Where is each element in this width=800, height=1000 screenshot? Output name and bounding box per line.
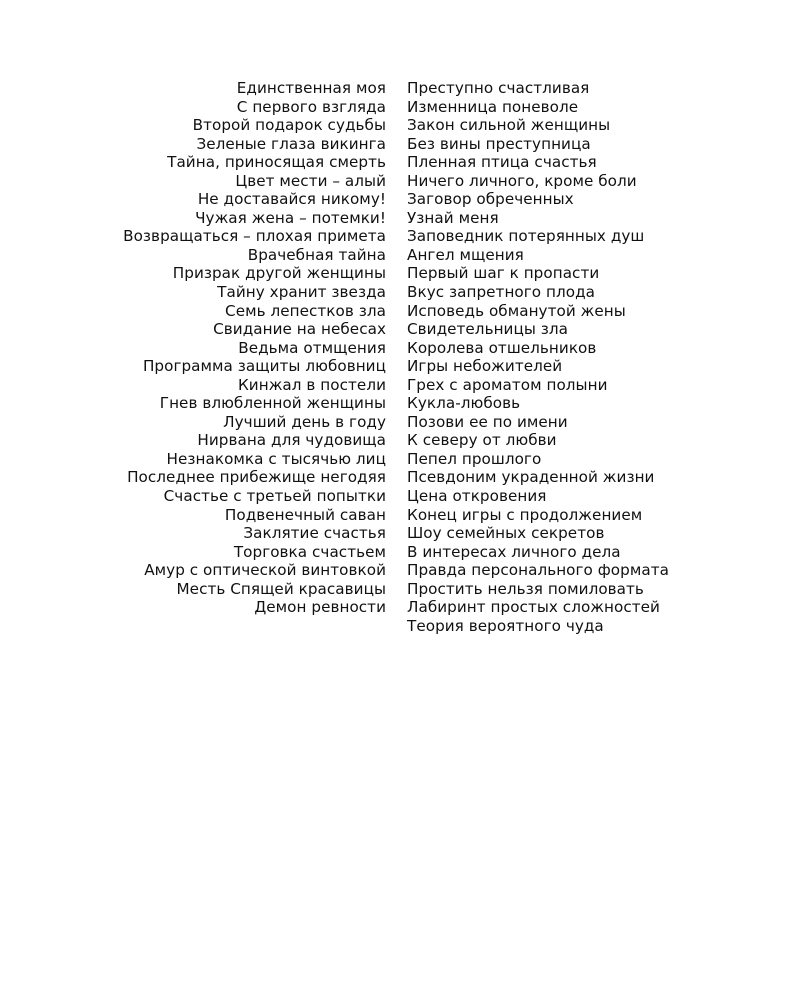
book-title: Узнай меня xyxy=(407,208,499,227)
book-title: Изменница поневоле xyxy=(407,97,579,116)
book-title: Призрак другой женщины xyxy=(172,264,386,283)
book-title: Свидание на небесах xyxy=(213,320,386,339)
book-title: Цена откровения xyxy=(407,487,547,506)
book-title: Программа защиты любовниц xyxy=(142,357,386,376)
book-title: Пепел прошлого xyxy=(407,449,542,468)
book-title: Псевдоним украденной жизни xyxy=(407,468,655,487)
book-title: Подвенечный саван xyxy=(224,505,386,524)
book-title: Пленная птица счастья xyxy=(407,153,597,172)
book-title: Ведьма отмщения xyxy=(238,338,386,357)
book-title: Второй подарок судьбы xyxy=(192,116,386,135)
book-title: Правда персонального формата xyxy=(407,561,669,580)
book-title: Демон ревности xyxy=(254,598,386,617)
book-title: Кинжал в постели xyxy=(237,375,386,394)
book-title: Свидетельницы зла xyxy=(407,320,569,339)
book-title: Теория вероятного чуда xyxy=(407,616,604,635)
book-title: Первый шаг к пропасти xyxy=(407,264,600,283)
book-title: Возвращаться – плохая примета xyxy=(123,227,386,246)
book-title: Игры небожителей xyxy=(407,357,563,376)
book-title: Тайну хранит звезда xyxy=(217,283,386,302)
book-title: Закон сильной женщины xyxy=(407,116,611,135)
book-title: Позови ее по имени xyxy=(407,412,568,431)
book-title: Счастье с третьей попытки xyxy=(163,487,386,506)
book-title: Вкус запретного плода xyxy=(407,283,596,302)
book-title: Конец игры с продолжением xyxy=(407,505,643,524)
book-title: Врачебная тайна xyxy=(247,245,386,264)
book-title: Не доставайся никому! xyxy=(197,190,386,209)
book-title: Простить нельзя помиловать xyxy=(407,579,644,598)
book-title: Месть Спящей красавицы xyxy=(176,579,386,598)
book-title: К северу от любви xyxy=(407,431,557,450)
book-title: Нирвана для чудовища xyxy=(197,431,386,450)
book-title: Чужая жена – потемки! xyxy=(195,208,386,227)
book-title: Королева отшельников xyxy=(407,338,597,357)
book-title: Ангел мщения xyxy=(407,245,524,264)
book-title: Шоу семейных секретов xyxy=(407,524,605,543)
book-title: Заговор обреченных xyxy=(407,190,574,209)
book-title: Преступно счастливая xyxy=(407,79,590,97)
left-column xyxy=(123,79,386,617)
book-title: Ничего личного, кроме боли xyxy=(407,171,637,190)
book-title: Заклятие счастья xyxy=(243,524,386,543)
book-title: Зеленые глаза викинга xyxy=(196,134,386,153)
book-title: Незнакомка с тысячью лиц xyxy=(166,449,386,468)
book-title: Лучший день в году xyxy=(223,412,386,431)
book-title: Амур с оптической винтовкой xyxy=(144,561,386,580)
book-title: Последнее прибежище негодяя xyxy=(127,468,386,487)
book-title: Единственная моя xyxy=(236,79,386,97)
book-title: Торговка счастьем xyxy=(233,542,386,561)
book-title: Семь лепестков зла xyxy=(225,301,386,320)
book-title: Тайна, приносящая смерть xyxy=(167,153,386,172)
right-column xyxy=(407,79,669,635)
book-title: Лабиринт простых сложностей xyxy=(407,598,660,617)
book-title: Исповедь обманутой жены xyxy=(407,301,626,320)
book-title: Цвет мести – алый xyxy=(235,171,386,190)
book-title: Грех с ароматом полыни xyxy=(407,375,608,394)
book-title: Гнев влюбленной женщины xyxy=(159,394,386,413)
book-title: С первого взгляда xyxy=(236,97,386,116)
book-title: Кукла-любовь xyxy=(407,394,521,413)
book-title: Без вины преступница xyxy=(407,134,591,153)
book-title: В интересах личного дела xyxy=(407,542,621,561)
book-title: Заповедник потерянных душ xyxy=(407,227,645,246)
